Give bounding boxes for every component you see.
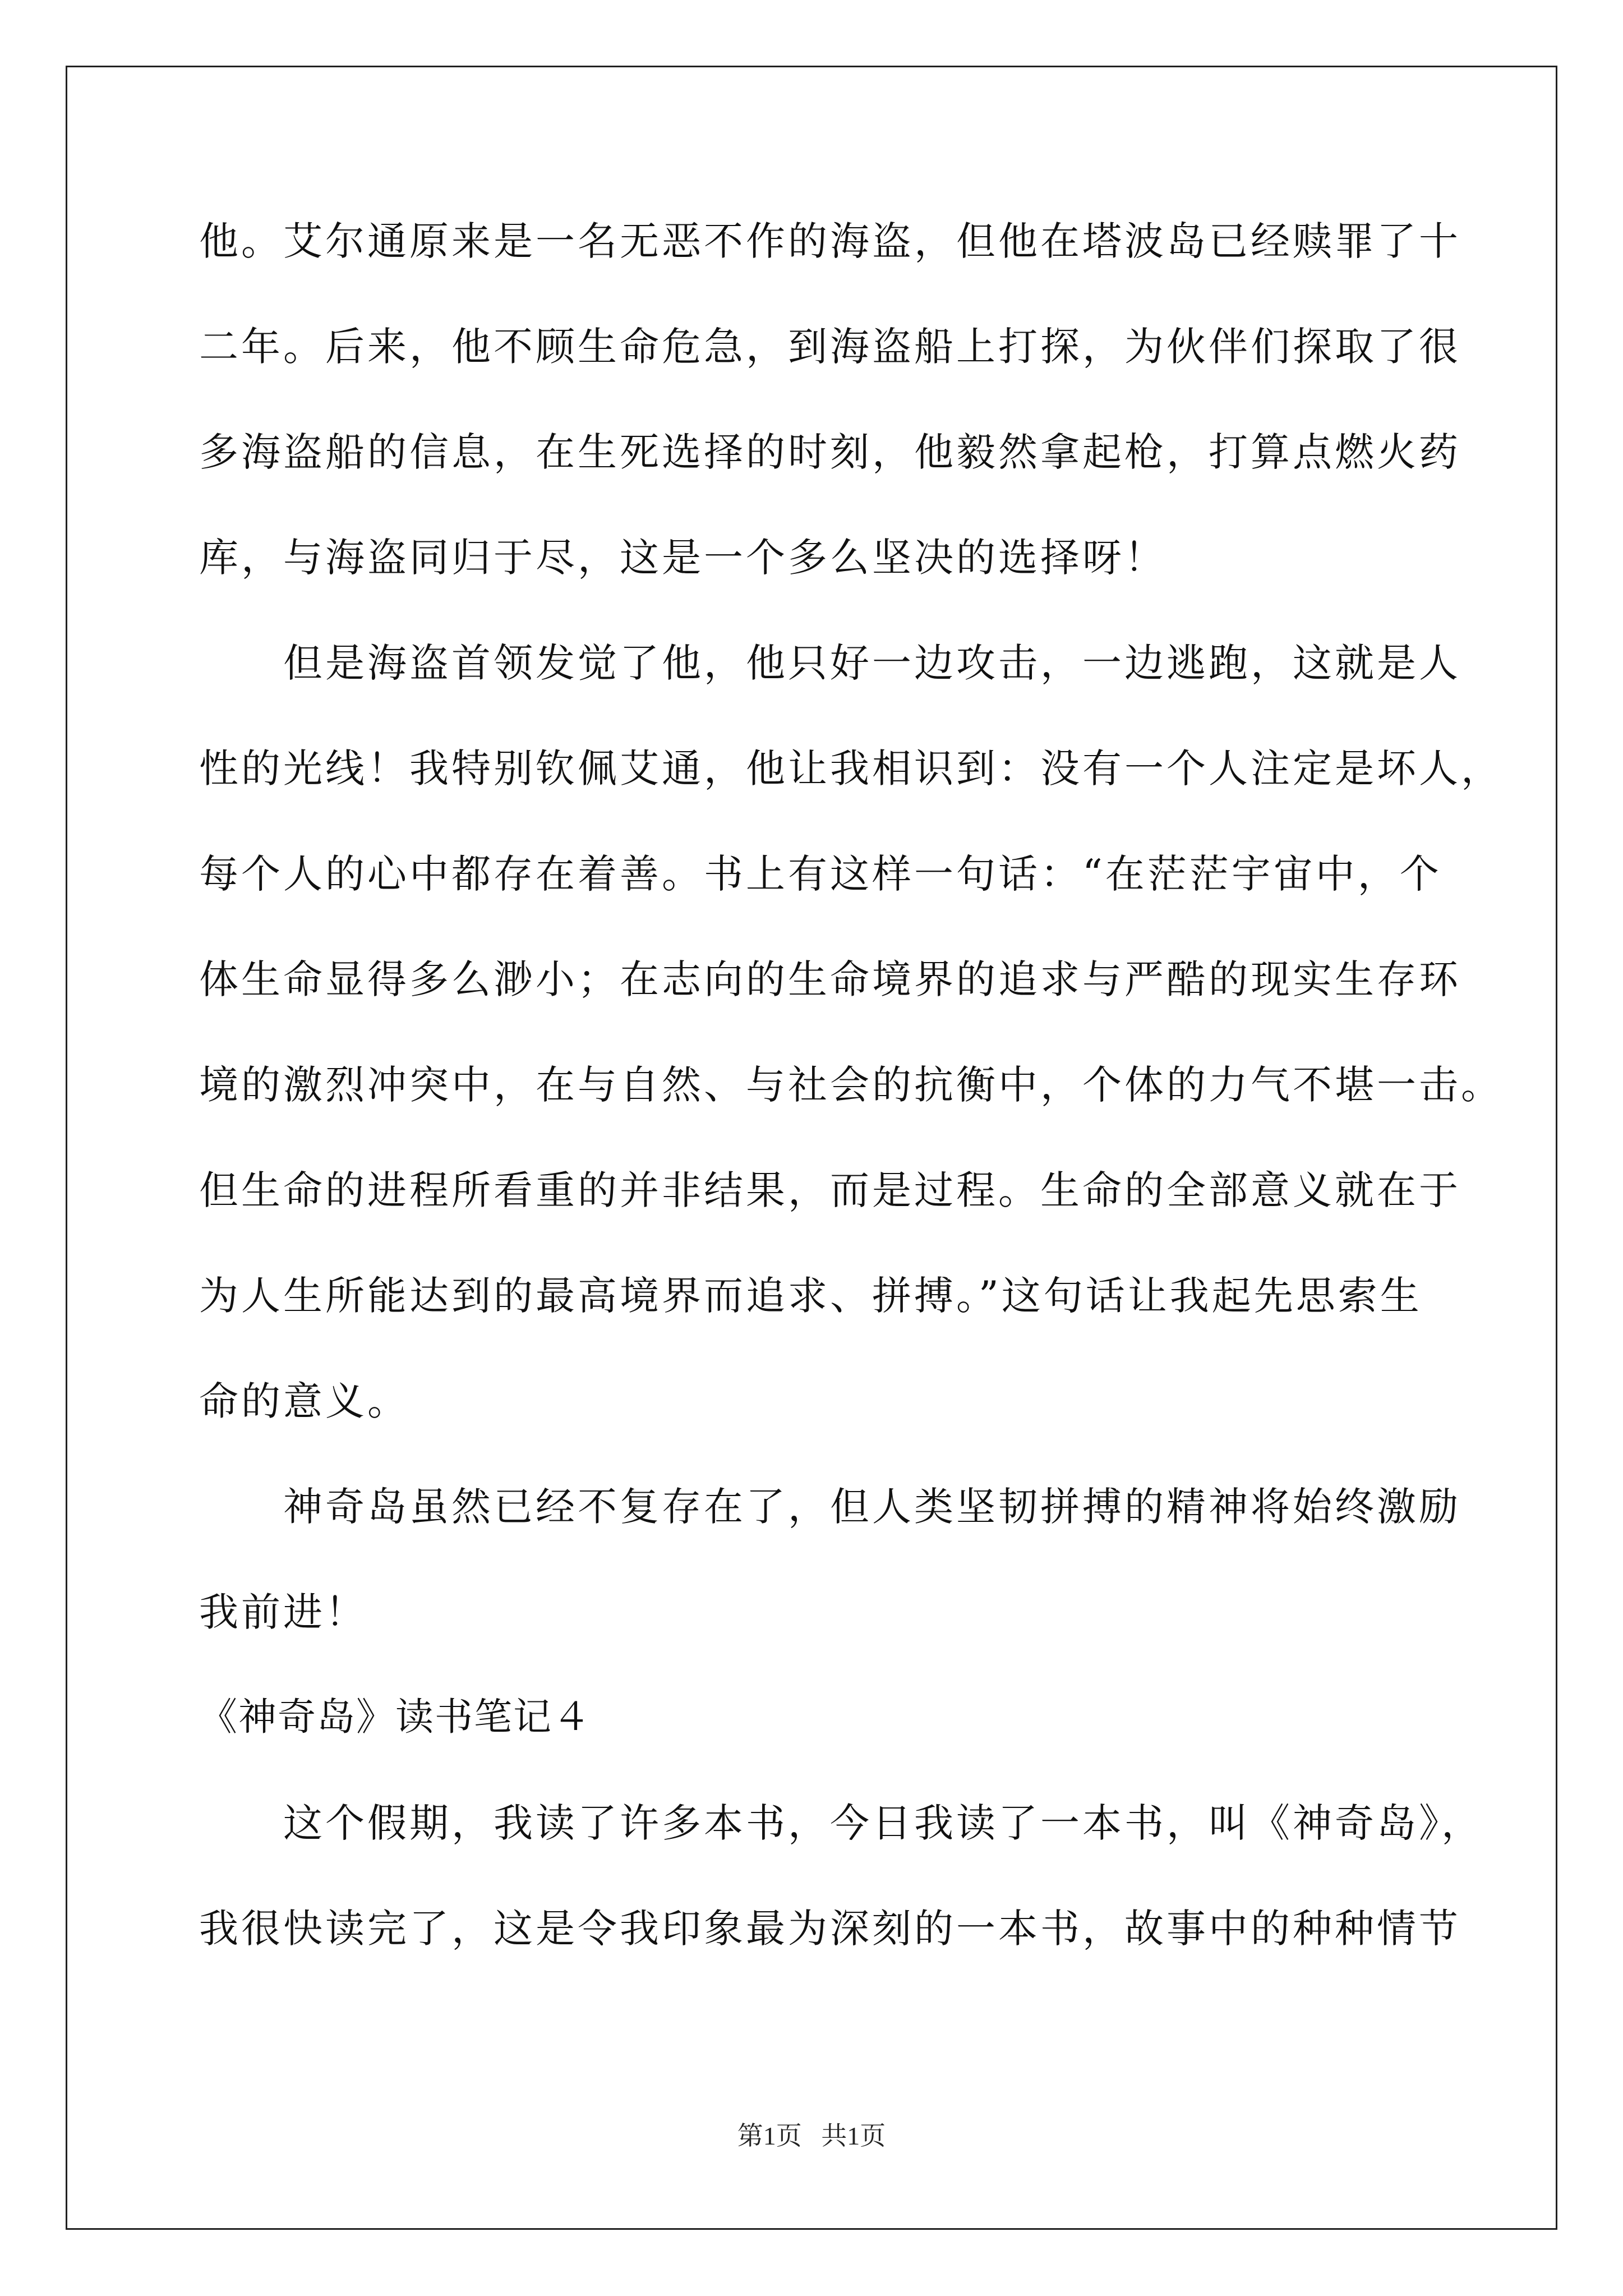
text-line: 二年。后来，他不顾生命危急，到海盗船上打探，为伙伴们探取了很 (199, 324, 1461, 370)
page-number-footer: 第1页 共1页 (737, 2122, 886, 2150)
paragraph-first-line: 这个假期，我读了许多本书，今日我读了一本书，叫《神奇岛》， (283, 1800, 1483, 1846)
text-line: 体生命显得多么渺小；在志向的生命境界的追求与严酷的现实生存环 (199, 956, 1461, 1002)
paragraph-first-line: 神奇岛虽然已经不复存在了，但人类坚韧拼搏的精神将始终激励 (283, 1484, 1461, 1530)
text-line: 多海盗船的信息，在生死选择的时刻，他毅然拿起枪，打算点燃火药 (199, 429, 1461, 475)
text-line: 我很快读完了，这是令我印象最为深刻的一本书，故事中的种种情节 (199, 1906, 1461, 1952)
text-line: 我前进！ (199, 1589, 367, 1635)
text-line: 境的激烈冲突中，在与自然、与社会的抗衡中，个体的力气不堪一击。 (199, 1062, 1503, 1108)
text-line: 为人生所能达到的最高境界而追求、拼搏。”这句话让我起先思索生 (199, 1273, 1422, 1319)
text-line: 性的光线！我特别钦佩艾通，他让我相识到：没有一个人注定是坏人， (199, 746, 1503, 792)
paragraph-first-line: 但是海盗首领发觉了他，他只好一边攻击，一边逃跑，这就是人 (283, 640, 1461, 686)
text-line: 库，与海盗同归于尽，这是一个多么坚决的选择呀！ (199, 535, 1166, 581)
text-line: 他。艾尔通原来是一名无恶不作的海盗，但他在塔波岛已经赎罪了十 (199, 218, 1461, 264)
section-heading: 《神奇岛》读书笔记４ (199, 1695, 592, 1740)
text-line: 但生命的进程所看重的并非结果，而是过程。生命的全部意义就在于 (199, 1167, 1461, 1213)
text-line: 每个人的心中都存在着善。书上有这样一句话：“在茫茫宇宙中，个 (199, 851, 1442, 897)
text-line: 命的意义。 (199, 1378, 409, 1424)
